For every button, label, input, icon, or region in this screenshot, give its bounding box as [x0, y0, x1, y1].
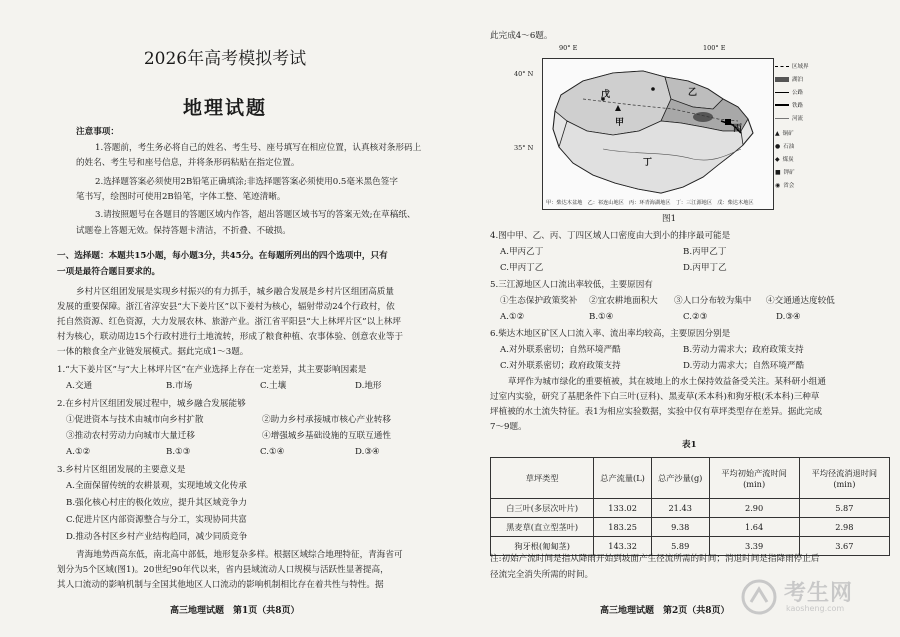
option: C.甲丙丁乙 [500, 263, 544, 273]
map-graphic [543, 59, 773, 209]
table-header-cell: 总产流量(L) [594, 458, 652, 499]
watermark-logo [740, 576, 890, 620]
lon-label: 100° E [703, 44, 726, 52]
statement: ②宜农耕地面积大 [589, 296, 658, 306]
statement: ④交通通达度较低 [766, 296, 835, 306]
table-note: 径流完全消失所需的时间。 [490, 570, 594, 580]
notice-line: 2.选择题答案必须使用2B铅笔正确填涂;非选择题答案必须使用0.5毫米黑色签字 [95, 177, 398, 187]
watermark-domain: kaosheng.com [786, 604, 845, 613]
region-label: 甲 [615, 118, 625, 128]
table-cell: 狗牙根(匍匐茎) [491, 537, 594, 556]
option: B.①③ [166, 447, 191, 457]
statement: ①生态保护政策奖补 [500, 296, 578, 306]
option: D.地形 [355, 381, 382, 391]
map-note: 甲：柴达木盆地 乙：祁连山地区 丙：环青海湖地区 丁：三江源地区 戊：柴达木地区 [546, 200, 754, 206]
legend-item: 湖泊 [775, 75, 803, 83]
table-header-row [491, 458, 890, 499]
lat-label: 40° N [514, 70, 534, 78]
lon-label: 90° E [559, 44, 578, 52]
table-header-cell: 草坪类型 [491, 458, 594, 499]
option: D.③④ [776, 312, 801, 322]
table-cell: 白三叶(多层次叶片) [491, 499, 594, 518]
passage-line: 草坪作为城市绿化的重要植被，其在坡地上的水土保持效益备受关注。某科研小组通 [508, 377, 826, 387]
table-note: 注:初始产流时间是指从降雨开始到坡面产生径流所需的时间；消退时间是指降雨停止后 [490, 554, 820, 564]
table-title: 表1 [682, 440, 697, 450]
option: B.丙甲乙丁 [683, 247, 727, 257]
question-5: 5.三江源地区人口流出率较低，主要原因有 [490, 280, 653, 290]
legend-item: ▲ 铜矿 [775, 129, 794, 137]
passage-line: 发展的重要保障。浙江省淳安县“大下姜片区”以下姜村为核心，辐射带动24个行政村，依 [57, 302, 395, 312]
statement: ①促进资本与技术由城市向乡村扩散 [66, 415, 204, 425]
option: C.②③ [683, 312, 708, 322]
logo-icon [740, 578, 778, 616]
option: D.劳动力需求大；自然环境严酷 [683, 361, 805, 371]
passage-line: 青海地势西高东低，南北高中部低，地形复杂多样。根据区域综合地理特征，青海省可 [76, 550, 403, 560]
right-page [450, 0, 900, 637]
capital-marker [725, 119, 731, 125]
statement: ③人口分布较为集中 [674, 296, 752, 306]
table-cell: 183.25 [594, 518, 652, 537]
question-2: 2.在乡村片区组团发展过程中，城乡融合发展能够 [57, 399, 246, 409]
option: A.对外联系密切；自然环境严酷 [500, 345, 621, 355]
passage-line: 过室内实验，研究了基肥条件下白三叶(豆科)、黑麦草(禾本科)和狗牙根(禾本科)三种草 [490, 392, 820, 402]
table-row [491, 518, 890, 537]
section-heading: 一、选择题：本题共15小题，每小题3分，共45分。在每题所列出的四个选项中，只有 [57, 251, 388, 261]
table-cell: 21.43 [651, 499, 709, 518]
option: B.劳动力需求大；政府政策支持 [683, 345, 804, 355]
lat-label: 35° N [514, 144, 534, 152]
page-footer: 高三地理试题 第2页（共8页） [600, 606, 730, 616]
qinghai-lake [693, 112, 713, 122]
option: C.对外联系密切；政府政策支持 [500, 361, 621, 371]
notice-line: 笔书写，绘图时可使用2B铅笔，字体工整、笔迹清晰。 [76, 192, 286, 202]
qinghai-map [542, 58, 774, 210]
figure-label: 图1 [662, 214, 677, 224]
notice-line: 的姓名、考生号和座号信息，并将条形码粘贴在指定位置。 [76, 158, 300, 168]
option: B.强化核心村庄的极化效应，提升其区域竞争力 [66, 498, 247, 508]
statement: ②助力乡村承接城市核心产业转移 [262, 415, 391, 425]
region-label: 丁 [643, 158, 653, 168]
option: C.①④ [260, 447, 285, 457]
legend-item: 区域界 [775, 62, 809, 70]
passage-line: 一体的粮食全产业链发展模式。据此完成1～3题。 [57, 347, 249, 357]
passage-line: 划分为5个区域(图1)。20世纪90年代以来，省内县域流动人口规模与活跃性显著提高， [57, 565, 389, 575]
question-1: 1.“大下姜片区”与“大上林坪片区”在产业选择上存在一定差异，其主要影响因素是 [57, 365, 367, 375]
option: A.甲丙乙丁 [500, 247, 544, 257]
table-cell: 143.32 [594, 537, 652, 556]
exam-title: 2026年高考模拟考试 [143, 49, 307, 69]
question-3: 3.乡村片区组团发展的主要意义是 [57, 465, 186, 475]
option: A.①② [500, 312, 525, 322]
option: A.①② [66, 447, 91, 457]
table-header-cell: 平均径流消退时间(min) [799, 458, 889, 499]
map-legend [775, 58, 835, 208]
table-cell: 黑麦草(直立型茎叶) [491, 518, 594, 537]
passage-line: 村为核心，联动周边15个行政村进行土地流转，形成了粮食种植、农事体验、创意农业等于 [57, 332, 404, 342]
table-row [491, 537, 890, 556]
option: A.全面保留传统的农耕景观，实现地域文化传承 [66, 481, 247, 491]
statement: ④增强城乡基础设施的互联互通性 [262, 431, 391, 441]
table-cell: 3.39 [709, 537, 799, 556]
option: D.丙甲丁乙 [683, 263, 727, 273]
question-6: 6.柴达木地区矿区人口流入率、流出率均较高，主要原因分别是 [490, 329, 731, 339]
passage-line: 坪植被的水土流失特征。表1为相应实验数据，实验中仅有草坪类型存在差异。据此完成 [490, 407, 823, 417]
region-label: 丙 [733, 124, 743, 134]
table-cell: 3.67 [799, 537, 889, 556]
experiment-table [490, 457, 890, 556]
section-heading: 一项是最符合题目要求的。 [57, 267, 161, 277]
legend-item: ◆ 煤炭 [775, 155, 794, 163]
legend-item: 公路 [775, 88, 803, 96]
table-cell: 133.02 [594, 499, 652, 518]
notice-line: 试题卷上答题无效。保持答题卡清洁，不折叠、不破损。 [76, 226, 291, 236]
option: C.促进片区内部资源整合与分工，实现协同共富 [66, 515, 247, 525]
legend-item: 河流 [775, 114, 803, 122]
notice-line: 3.请按照题号在各题目的答题区域内作答，超出答题区域书写的答案无效;在草稿纸、 [95, 210, 416, 220]
coal-marker [651, 87, 655, 91]
region-label: 乙 [688, 88, 698, 98]
table-cell: 2.90 [709, 499, 799, 518]
passage-line: 其人口流动的影响机制与全国其他地区人口流动的影响机制相比存在着共性与特性。据 [57, 580, 384, 590]
option: B.市场 [166, 381, 193, 391]
notice-line: 1.答题前，考生务必将自己的姓名、考生号、座号填写在相应位置，认真核对条形码上 [95, 143, 422, 153]
table-cell: 5.87 [799, 499, 889, 518]
statement: ③推动农村劳动力向城市大量迁移 [66, 431, 195, 441]
table-row [491, 499, 890, 518]
notice-title: 注意事项： [76, 127, 119, 137]
page-footer: 高三地理试题 第1页（共8页） [170, 606, 300, 616]
table-cell: 9.38 [651, 518, 709, 537]
region-label: 戊 [601, 90, 611, 100]
option: D.③④ [355, 447, 380, 457]
subject-title: 地理试题 [182, 97, 267, 119]
table-header-cell: 总产沙量(g) [651, 458, 709, 499]
watermark-brand: 考生网 [784, 580, 854, 606]
option: C.土壤 [260, 381, 287, 391]
option: D.推动各村区乡村产业结构趋同，减少同质竞争 [66, 532, 248, 542]
legend-item: ● 石油 [775, 142, 795, 150]
passage-line: 托自然资源、红色资源，大力发展农林、旅游产业。浙江省平阳县“大上林坪片区”以上林坪 [57, 317, 401, 327]
option: B.①④ [589, 312, 614, 322]
legend-item: ■ 钾矿 [775, 168, 795, 176]
table-cell: 2.98 [799, 518, 889, 537]
passage-line: 7～9题。 [490, 422, 527, 432]
passage-line: 此完成4～6题。 [490, 31, 553, 41]
legend-item: ◉ 省会 [775, 181, 795, 189]
table-cell: 5.89 [651, 537, 709, 556]
option: A.交通 [66, 381, 93, 391]
legend-item: 铁路 [775, 101, 803, 109]
table-cell: 1.64 [709, 518, 799, 537]
question-4: 4.图中甲、乙、丙、丁四区域人口密度由大到小的排序最可能是 [490, 231, 731, 241]
passage-line: 乡村片区组团发展是实现乡村振兴的有力抓手，城乡融合发展是乡村片区组团高质量 [76, 287, 394, 297]
table-header-cell: 平均初始产流时间(min) [709, 458, 799, 499]
